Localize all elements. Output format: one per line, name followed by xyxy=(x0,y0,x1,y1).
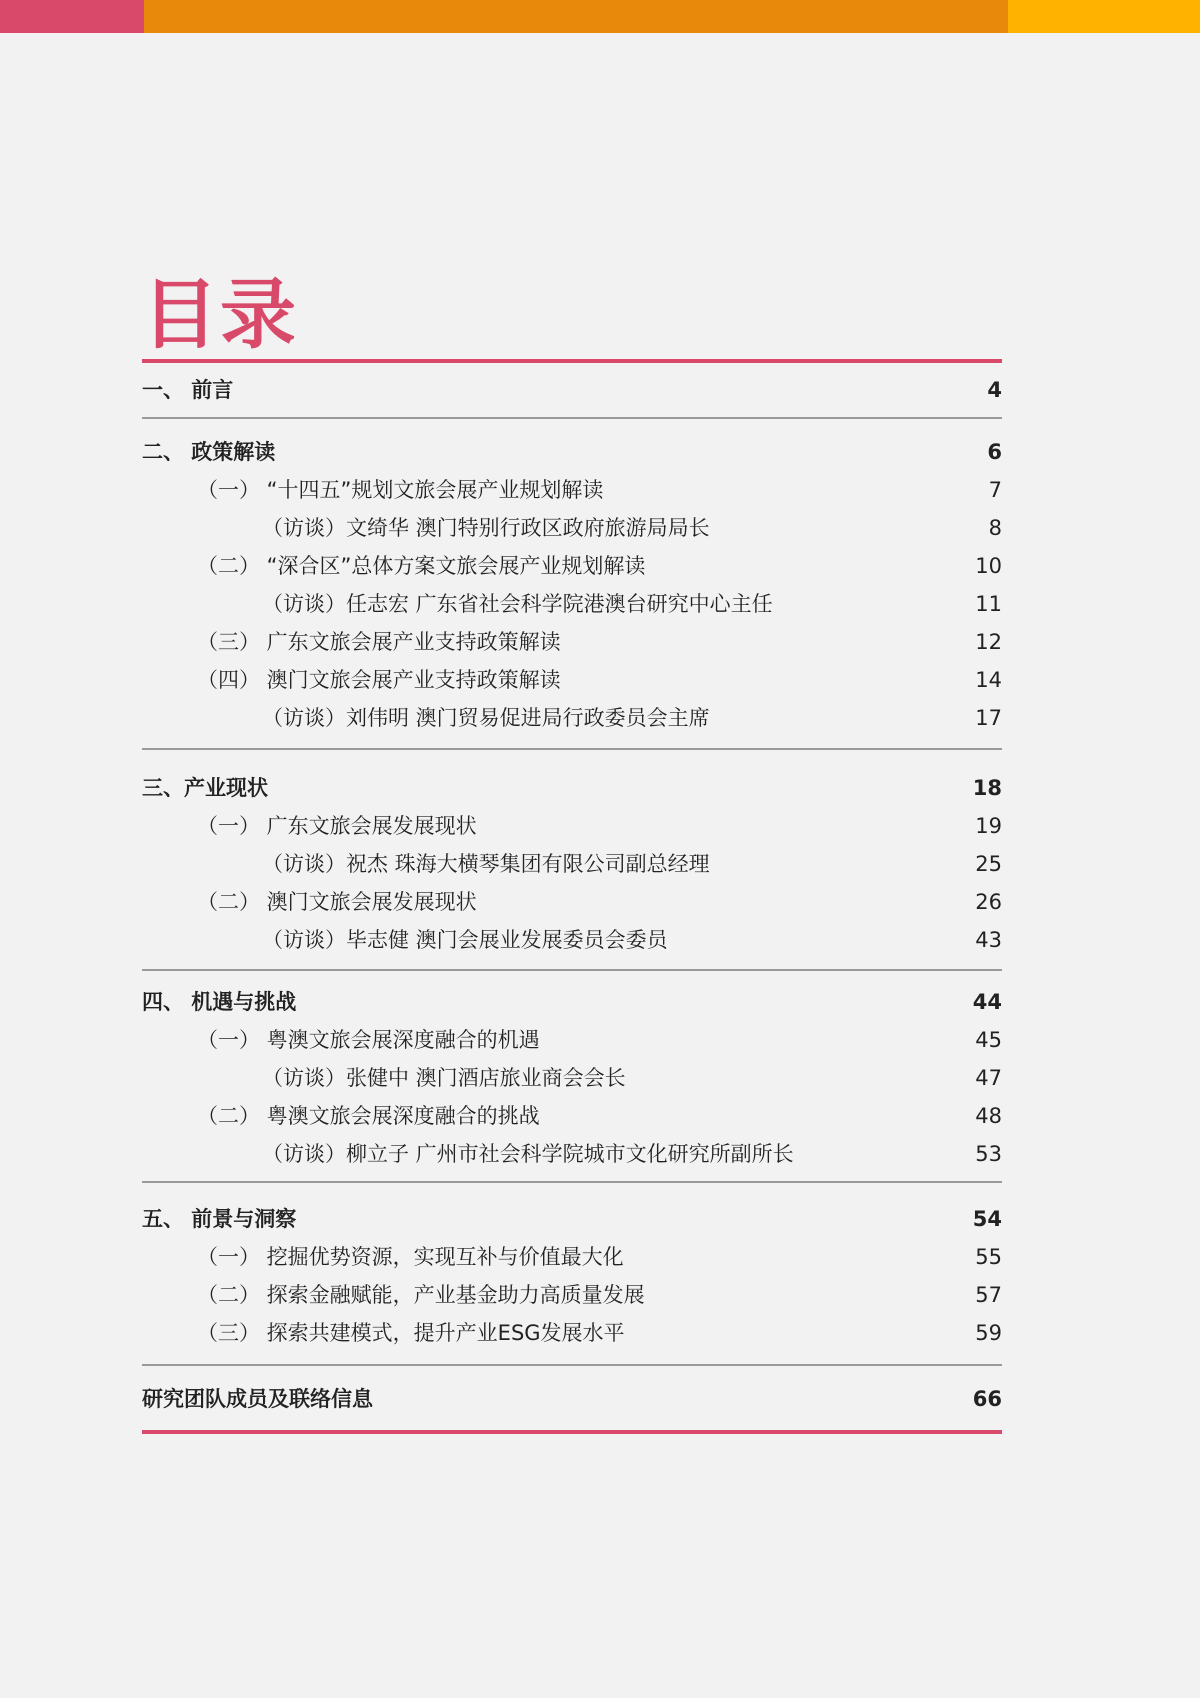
toc-chapter-row[interactable] xyxy=(142,433,1002,471)
toc-bottom-rule xyxy=(142,1430,1002,1434)
toc-interview-row[interactable] xyxy=(142,699,1002,737)
toc-page-number: 59 xyxy=(975,1321,1002,1345)
page-title: 目录 xyxy=(142,269,298,359)
top-bar-yellow-segment xyxy=(1008,0,1200,33)
toc-entry-label: （四） 澳门文旅会展产业支持政策解读 xyxy=(197,668,561,692)
toc-section xyxy=(142,1183,1002,1364)
toc-entry-label: （二） “深合区”总体方案文旅会展产业规划解读 xyxy=(197,554,646,578)
toc-entry-label: （三） 探索共建模式，提升产业ESG发展水平 xyxy=(197,1321,625,1345)
toc-entry-label: （访谈）任志宏 广东省社会科学院港澳台研究中心主任 xyxy=(262,592,773,616)
toc-page-number: 44 xyxy=(972,990,1002,1014)
toc-page-number: 14 xyxy=(975,668,1002,692)
toc-entry-label: （访谈）张健中 澳门酒店旅业商会会长 xyxy=(262,1066,626,1090)
toc-page-number: 17 xyxy=(975,706,1002,730)
toc-subsection-row[interactable] xyxy=(142,1314,1002,1352)
toc-page-number: 48 xyxy=(975,1104,1002,1128)
toc-page-number: 10 xyxy=(975,554,1002,578)
toc-subsection-row[interactable] xyxy=(142,547,1002,585)
toc-entry-label: （二） 探索金融赋能，产业基金助力高质量发展 xyxy=(197,1283,645,1307)
toc-subsection-row[interactable] xyxy=(142,623,1002,661)
toc-entry-label: （二） 澳门文旅会展发展现状 xyxy=(197,890,477,914)
toc-chapter-row[interactable] xyxy=(142,983,1002,1021)
toc-page-number: 6 xyxy=(987,440,1002,464)
toc-chapter-row[interactable] xyxy=(142,371,1002,409)
toc-subsection-row[interactable] xyxy=(142,883,1002,921)
toc-page-number: 45 xyxy=(975,1028,1002,1052)
toc-subsection-row[interactable] xyxy=(142,471,1002,509)
toc-interview-row[interactable] xyxy=(142,845,1002,883)
toc-interview-row[interactable] xyxy=(142,509,1002,547)
toc-page-number: 57 xyxy=(975,1283,1002,1307)
toc-subsection-row[interactable] xyxy=(142,1097,1002,1135)
toc-chapter-row[interactable] xyxy=(142,1200,1002,1238)
toc-entry-label: （访谈）祝杰 珠海大横琴集团有限公司副总经理 xyxy=(262,852,710,876)
toc-page-number: 25 xyxy=(975,852,1002,876)
toc-entry-label: （一） 挖掘优势资源，实现互补与价值最大化 xyxy=(197,1245,624,1269)
toc-interview-row[interactable] xyxy=(142,921,1002,959)
toc-page-number: 18 xyxy=(972,776,1002,800)
toc-page-number: 12 xyxy=(975,630,1002,654)
toc-page-number: 26 xyxy=(975,890,1002,914)
toc-entry-label: （二） 粤澳文旅会展深度融合的挑战 xyxy=(197,1104,540,1128)
toc-page-number: 43 xyxy=(975,928,1002,952)
top-color-bar xyxy=(0,0,1200,33)
toc-chapter-row[interactable] xyxy=(142,769,1002,807)
toc-entry-label: 一、 前言 xyxy=(142,378,234,402)
toc-entry-label: 研究团队成员及联络信息 xyxy=(142,1387,373,1411)
toc-subsection-row[interactable] xyxy=(142,807,1002,845)
toc-section xyxy=(142,971,1002,1181)
toc-interview-row[interactable] xyxy=(142,585,1002,623)
toc-body xyxy=(142,363,1002,1430)
toc-entry-label: （访谈）文绮华 澳门特别行政区政府旅游局局长 xyxy=(262,516,710,540)
toc-page-number: 7 xyxy=(988,478,1002,502)
toc-entry-label: 二、 政策解读 xyxy=(142,440,276,464)
table-of-contents xyxy=(142,359,1002,1434)
toc-page-number: 47 xyxy=(975,1066,1002,1090)
toc-subsection-row[interactable] xyxy=(142,1276,1002,1314)
toc-entry-label: 五、 前景与洞察 xyxy=(142,1207,297,1231)
top-bar-orange-segment xyxy=(144,0,1008,33)
toc-entry-label: 三、产业现状 xyxy=(142,776,268,800)
toc-interview-row[interactable] xyxy=(142,1135,1002,1173)
toc-interview-row[interactable] xyxy=(142,1059,1002,1097)
toc-subsection-row[interactable] xyxy=(142,661,1002,699)
toc-entry-label: 四、 机遇与挑战 xyxy=(142,990,297,1014)
toc-entry-label: （一） 广东文旅会展发展现状 xyxy=(197,814,477,838)
toc-page-number: 55 xyxy=(975,1245,1002,1269)
toc-page-number: 54 xyxy=(972,1207,1002,1231)
toc-section xyxy=(142,750,1002,969)
toc-page-number: 11 xyxy=(975,592,1002,616)
toc-subsection-row[interactable] xyxy=(142,1021,1002,1059)
toc-page-number: 8 xyxy=(988,516,1002,540)
toc-entry-label: （访谈）柳立子 广州市社会科学院城市文化研究所副所长 xyxy=(262,1142,794,1166)
toc-page-number: 66 xyxy=(972,1387,1002,1411)
toc-entry-label: （一） “十四五”规划文旅会展产业规划解读 xyxy=(197,478,604,502)
toc-section xyxy=(142,363,1002,417)
toc-entry-label: （访谈）刘伟明 澳门贸易促进局行政委员会主席 xyxy=(262,706,710,730)
toc-page-number: 19 xyxy=(975,814,1002,838)
toc-section xyxy=(142,419,1002,748)
top-bar-pink-segment xyxy=(0,0,144,33)
toc-page-number: 53 xyxy=(975,1142,1002,1166)
toc-entry-label: （访谈）毕志健 澳门会展业发展委员会委员 xyxy=(262,928,668,952)
toc-section xyxy=(142,1366,1002,1430)
toc-entry-label: （一） 粤澳文旅会展深度融合的机遇 xyxy=(197,1028,540,1052)
toc-entry-label: （三） 广东文旅会展产业支持政策解读 xyxy=(197,630,561,654)
toc-chapter-row[interactable] xyxy=(142,1380,1002,1418)
toc-page-number: 4 xyxy=(987,378,1002,402)
toc-subsection-row[interactable] xyxy=(142,1238,1002,1276)
